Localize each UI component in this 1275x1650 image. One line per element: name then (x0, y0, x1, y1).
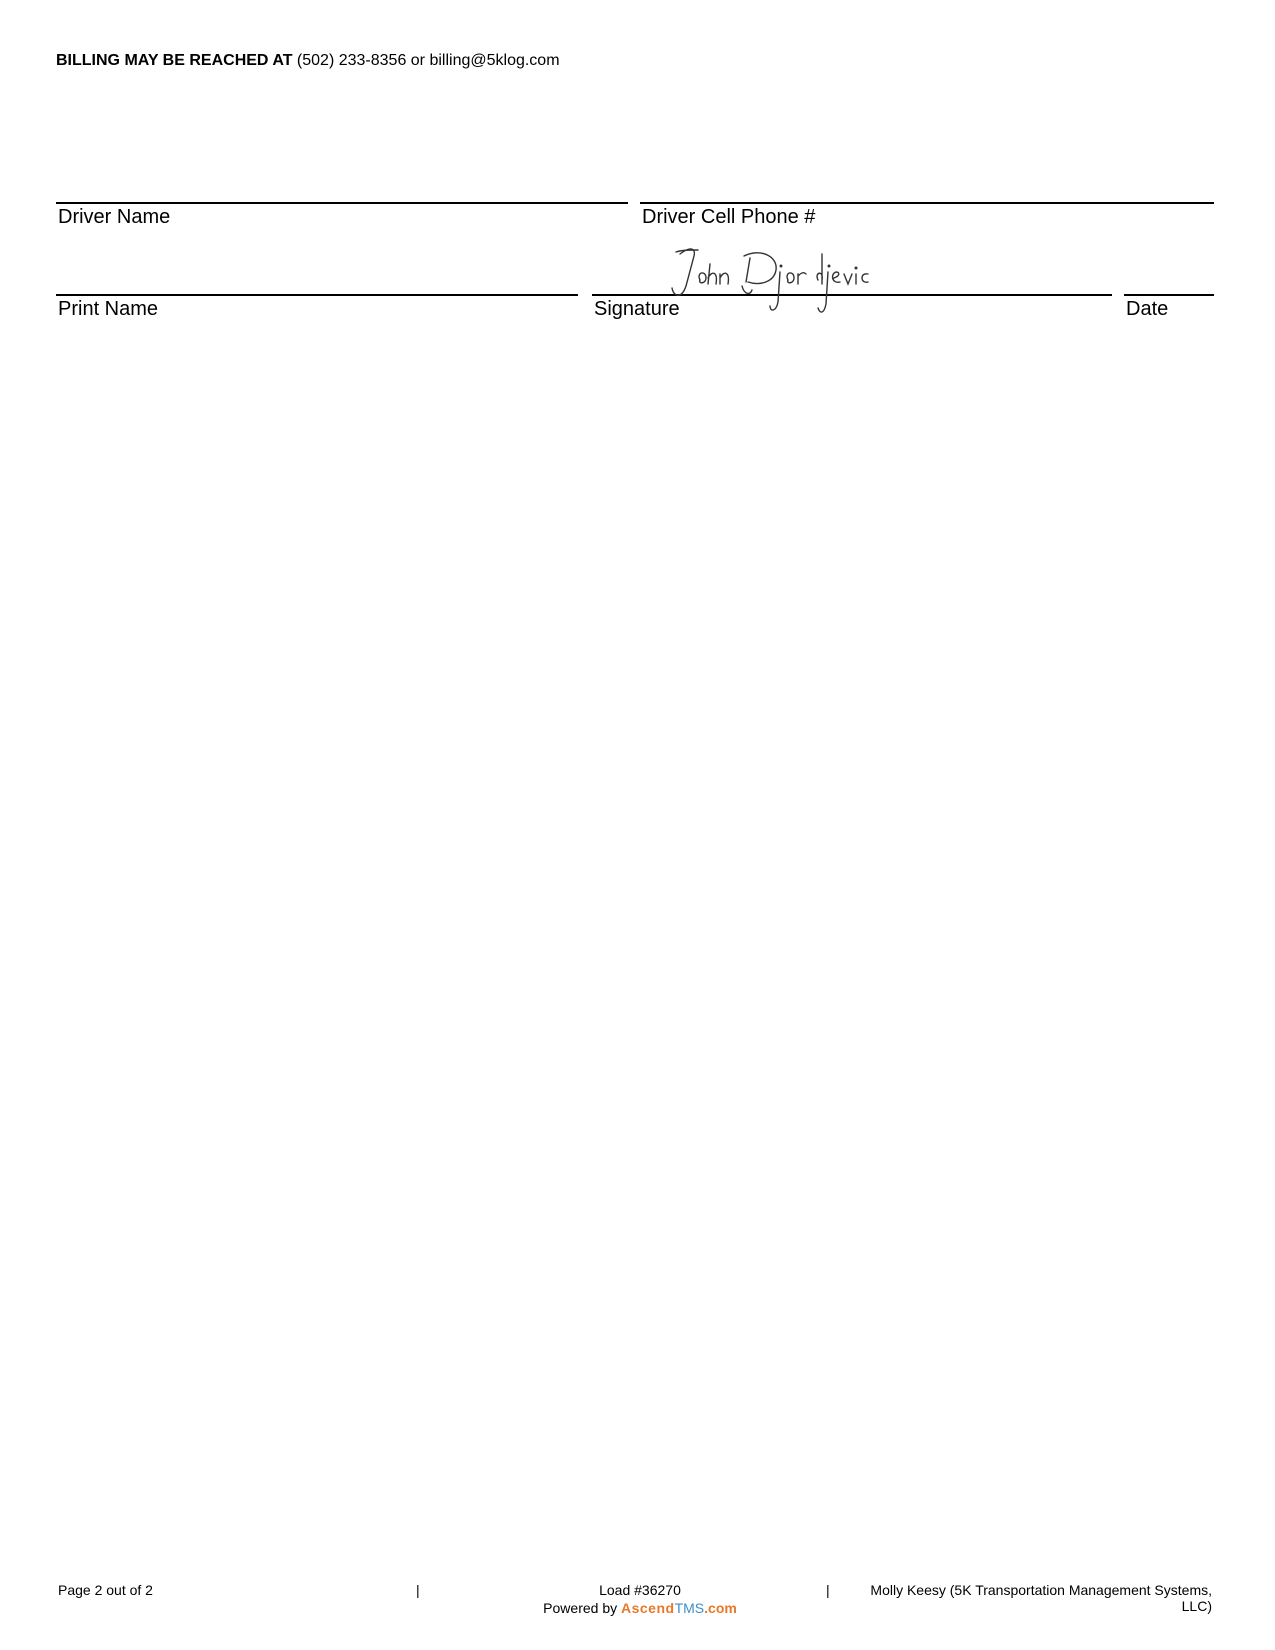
driver-name-line (56, 202, 628, 204)
handwritten-signature (660, 242, 880, 322)
billing-contact-details: (502) 233-8356 or billing@5klog.com (296, 52, 560, 69)
date-label: Date (1126, 298, 1169, 320)
brand-tms: TMS (674, 1600, 705, 1616)
billing-label: BILLING MAY BE REACHED AT (56, 52, 293, 69)
brand-ascend: Ascend (621, 1600, 675, 1616)
footer-company (860, 1582, 1212, 1614)
footer-company-line1: Molly Keesy (5K Transportation Management Systems, (870, 1582, 1212, 1598)
footer-separator-right: | (826, 1582, 830, 1598)
print-name-line (56, 294, 578, 296)
driver-cell-phone-line (640, 202, 1214, 204)
driver-cell-phone-label: Driver Cell Phone # (642, 206, 816, 228)
brand-com: .com (704, 1600, 737, 1616)
signature-label: Signature (594, 298, 680, 320)
footer-separator-left: | (416, 1582, 420, 1598)
footer-powered-by (510, 1600, 770, 1616)
billing-contact (56, 52, 560, 70)
footer-company-line2: LLC) (1181, 1598, 1212, 1614)
footer-page-number: Page 2 out of 2 (58, 1582, 153, 1598)
driver-name-label: Driver Name (58, 206, 171, 228)
print-name-label: Print Name (58, 298, 159, 320)
footer-load-number: Load #36270 (599, 1582, 681, 1598)
date-line (1124, 294, 1214, 296)
powered-by-text: Powered by (543, 1600, 618, 1616)
